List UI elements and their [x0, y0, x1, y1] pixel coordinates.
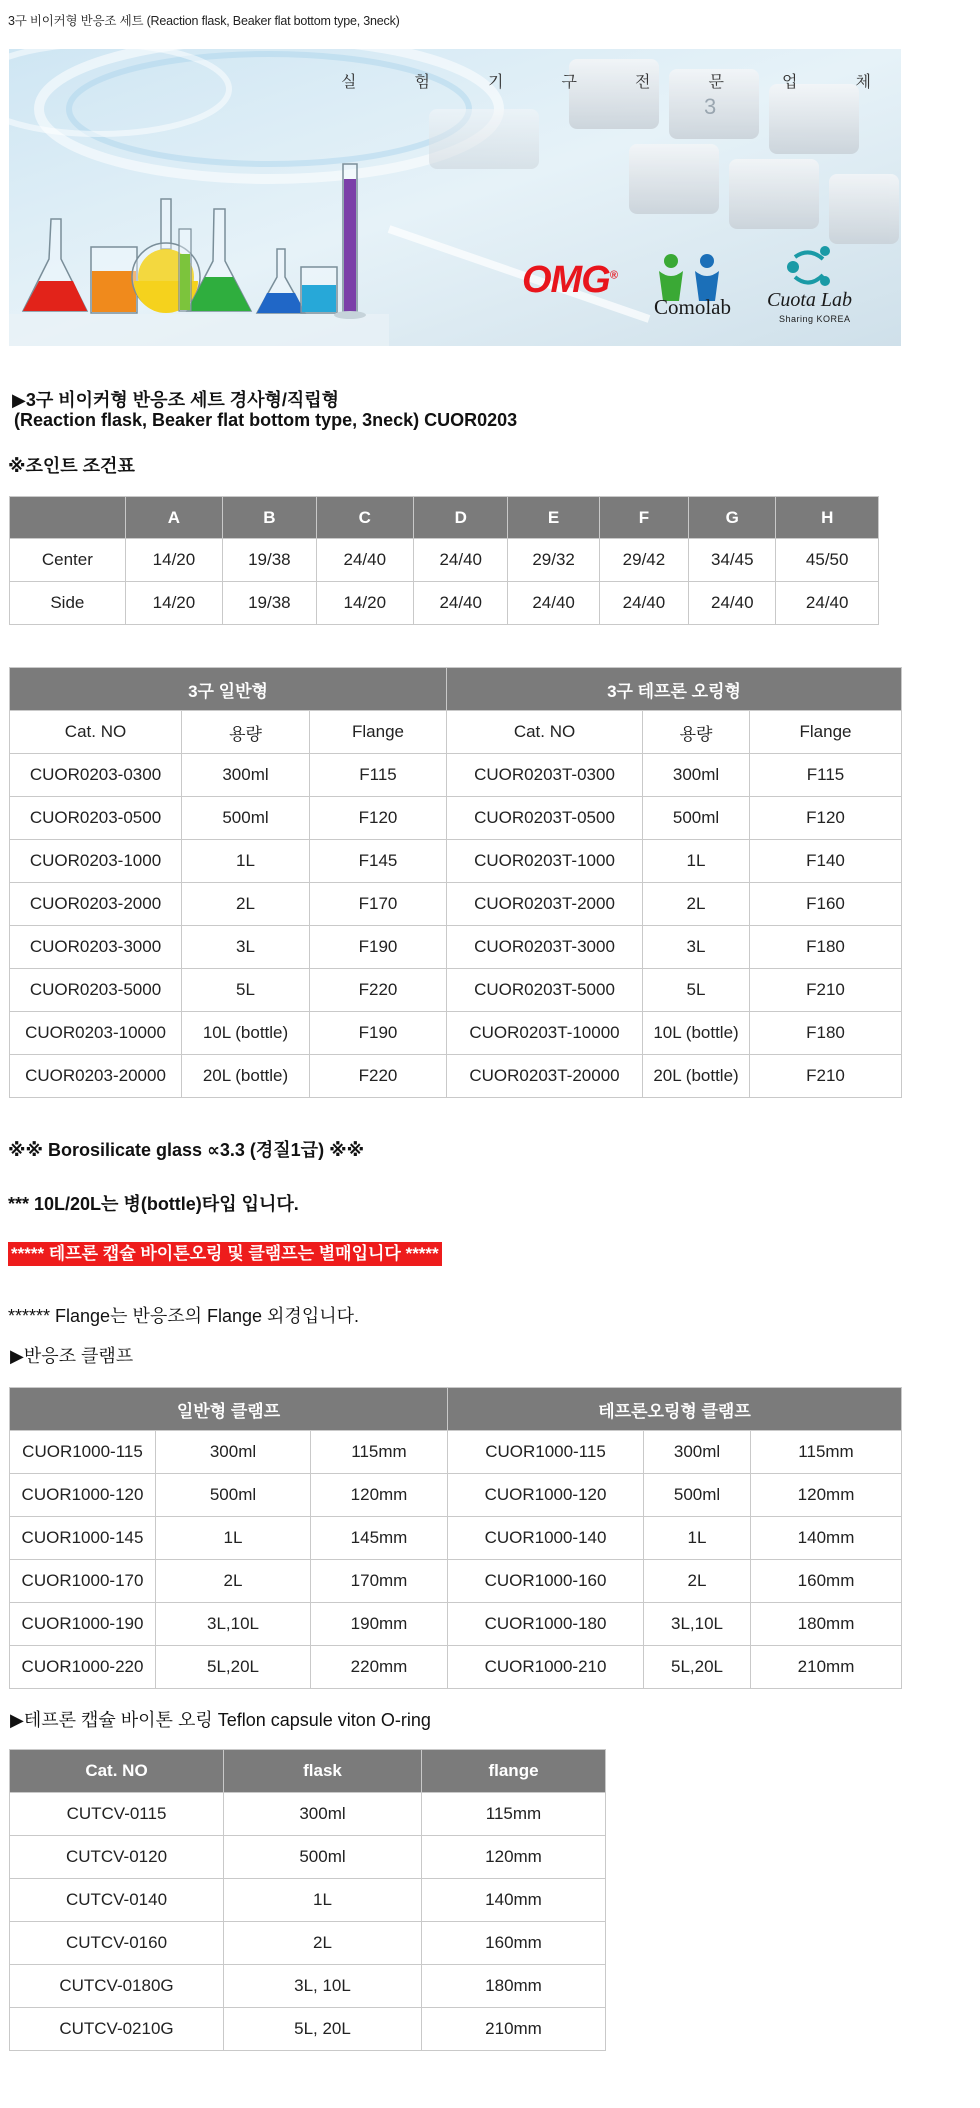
table-cell: 2L [156, 1560, 311, 1603]
table-cell: F120 [750, 797, 902, 840]
table-cell: 120mm [751, 1474, 902, 1517]
tagline-char: 업 [782, 74, 798, 91]
product-row [10, 883, 902, 926]
table-cell: 24/40 [508, 582, 599, 625]
table-cell: 2L [224, 1922, 422, 1965]
table-cell: CUOR1000-190 [10, 1603, 156, 1646]
table-cell: F145 [310, 840, 447, 883]
joint-row [10, 582, 879, 625]
table-cell: F180 [750, 926, 902, 969]
table-cell: 120mm [311, 1474, 448, 1517]
comolab-logo-text: Comolab [654, 295, 731, 319]
table-cell: 1L [156, 1517, 311, 1560]
tagline-char: 기 [488, 74, 504, 91]
tagline-char: 실 [341, 74, 357, 91]
banner-image [9, 49, 901, 346]
clamp-row [10, 1603, 902, 1646]
table-cell: 300ml [224, 1793, 422, 1836]
borosilicate-note: ※※ Borosilicate glass ∝3.3 (경질1급) ※※ [8, 1140, 365, 1160]
table-cell: 24/40 [414, 582, 508, 625]
product-col-header: Flange [750, 711, 902, 754]
product-row [10, 926, 902, 969]
table-cell: CUOR0203-0500 [10, 797, 182, 840]
table-cell: 3L,10L [156, 1603, 311, 1646]
clamp-row [10, 1560, 902, 1603]
table-cell: 3L, 10L [224, 1965, 422, 2008]
table-cell: 45/50 [776, 539, 879, 582]
table-cell: 145mm [311, 1517, 448, 1560]
table-cell: 500ml [182, 797, 310, 840]
clamp-row [10, 1646, 902, 1689]
oring-section-title: ▶테프론 캡슐 바이톤 오링 Teflon capsule viton O-ring [10, 1710, 431, 1730]
table-cell: 170mm [311, 1560, 448, 1603]
table-cell: CUOR1000-140 [448, 1517, 644, 1560]
product-heading-line2: (Reaction flask, Beaker flat bottom type, 3neck) CUOR0203 [14, 410, 518, 430]
table-cell: 500ml [224, 1836, 422, 1879]
oring-row [10, 1793, 606, 1836]
table-cell: 5L,20L [156, 1646, 311, 1689]
product-col-header: Flange [310, 711, 447, 754]
table-cell: 1L [182, 840, 310, 883]
table-cell: 300ml [156, 1431, 311, 1474]
product-col-header: 용량 [643, 711, 750, 754]
table-cell: 300ml [182, 754, 310, 797]
clamp-group-standard: 일반형 클램프 [10, 1388, 448, 1431]
table-cell: CUTCV-0210G [10, 2008, 224, 2051]
table-cell: 2L [182, 883, 310, 926]
joint-header: G [689, 497, 776, 539]
separate-sale-notice: ***** 테프론 캡슐 바이톤오링 및 클램프는 별매입니다 ***** [8, 1242, 442, 1266]
table-cell: 10L (bottle) [182, 1012, 310, 1055]
table-cell: 5L,20L [644, 1646, 751, 1689]
tagline-char: 체 [855, 74, 871, 91]
table-cell: CUOR0203-20000 [10, 1055, 182, 1098]
table-cell: 5L [643, 969, 750, 1012]
table-cell: 210mm [751, 1646, 902, 1689]
table-cell: F140 [750, 840, 902, 883]
table-cell: CUOR0203-2000 [10, 883, 182, 926]
table-cell: CUOR0203T-3000 [447, 926, 643, 969]
table-cell: 500ml [156, 1474, 311, 1517]
product-row [10, 1055, 902, 1098]
table-cell: CUOR1000-115 [10, 1431, 156, 1474]
product-heading-line1: ▶3구 비이커형 반응조 세트 경사형/직립형 [12, 390, 340, 410]
table-cell: 120mm [422, 1836, 606, 1879]
oring-row [10, 1879, 606, 1922]
table-cell: CUOR1000-180 [448, 1603, 644, 1646]
beaker-cyan-icon [301, 267, 337, 313]
product-row [10, 969, 902, 1012]
flange-note: ****** Flange는 반응조의 Flange 외경입니다. [8, 1306, 359, 1326]
table-cell: 115mm [311, 1431, 448, 1474]
table-cell: 160mm [422, 1922, 606, 1965]
table-cell: CUOR1000-115 [448, 1431, 644, 1474]
table-cell: 19/38 [223, 582, 316, 625]
table-cell: CUOR0203T-20000 [447, 1055, 643, 1098]
svg-text:3: 3 [704, 94, 717, 119]
table-cell: CUOR0203T-0300 [447, 754, 643, 797]
table-cell: CUOR1000-120 [448, 1474, 644, 1517]
oring-row [10, 2008, 606, 2051]
table-cell: F160 [750, 883, 902, 926]
table-cell: 14/20 [125, 539, 222, 582]
table-cell: 1L [224, 1879, 422, 1922]
table-cell: 3L [182, 926, 310, 969]
product-col-header: Cat. NO [447, 711, 643, 754]
table-cell: CUTCV-0115 [10, 1793, 224, 1836]
table-cell: CUOR0203-10000 [10, 1012, 182, 1055]
table-cell: F220 [310, 969, 447, 1012]
table-cell: 2L [644, 1560, 751, 1603]
banner-tagline [341, 69, 901, 92]
tagline-char: 구 [561, 74, 577, 91]
joint-header: D [414, 497, 508, 539]
table-cell: F170 [310, 883, 447, 926]
table-cell: CUOR1000-220 [10, 1646, 156, 1689]
tagline-char: 전 [635, 74, 651, 91]
table-cell: 24/40 [776, 582, 879, 625]
clamp-row [10, 1474, 902, 1517]
product-row [10, 1012, 902, 1055]
table-cell: CUOR0203-0300 [10, 754, 182, 797]
table-cell: 10L (bottle) [643, 1012, 750, 1055]
table-cell: 115mm [751, 1431, 902, 1474]
table-cell: 24/40 [599, 582, 688, 625]
table-cell: 160mm [751, 1560, 902, 1603]
table-cell: CUOR0203-5000 [10, 969, 182, 1012]
table-cell: 210mm [422, 2008, 606, 2051]
table-cell: CUOR0203T-0500 [447, 797, 643, 840]
oring-row [10, 1965, 606, 2008]
clamp-table [9, 1387, 902, 1689]
table-cell: 140mm [422, 1879, 606, 1922]
page-title: 3구 비이커형 반응조 세트 (Reaction flask, Beaker flat bottom type, 3neck) [8, 14, 400, 28]
table-cell: F210 [750, 969, 902, 1012]
joint-table-title: ※조인트 조건표 [8, 456, 135, 476]
clamp-row [10, 1431, 902, 1474]
table-cell: 24/40 [689, 582, 776, 625]
table-cell: F190 [310, 926, 447, 969]
table-cell: 180mm [751, 1603, 902, 1646]
beaker-orange-icon [91, 247, 137, 313]
table-cell: 300ml [644, 1431, 751, 1474]
joint-header-corner [10, 497, 126, 539]
clamp-row [10, 1517, 902, 1560]
table-cell: 14/20 [316, 582, 413, 625]
clamp-group-teflon: 테프론오링형 클램프 [448, 1388, 902, 1431]
table-cell: 20L (bottle) [182, 1055, 310, 1098]
table-cell: CUOR0203-3000 [10, 926, 182, 969]
table-cell: CUOR1000-145 [10, 1517, 156, 1560]
joint-header: E [508, 497, 599, 539]
clamp-section-title: ▶반응조 클램프 [10, 1346, 134, 1366]
cuotalab-logo-text: Cuota Lab [767, 289, 853, 311]
table-cell: F210 [750, 1055, 902, 1098]
oring-header: flask [224, 1750, 422, 1793]
product-table [9, 667, 902, 1098]
table-cell: 3L [643, 926, 750, 969]
product-col-header: Cat. NO [10, 711, 182, 754]
table-cell: CUOR1000-120 [10, 1474, 156, 1517]
product-group-standard: 3구 일반형 [10, 668, 447, 711]
tagline-char: 문 [708, 74, 724, 91]
table-cell: CUOR0203T-2000 [447, 883, 643, 926]
omg-logo: OMG® [522, 259, 617, 301]
product-row [10, 840, 902, 883]
table-cell: F220 [310, 1055, 447, 1098]
table-cell: CUOR0203T-5000 [447, 969, 643, 1012]
table-cell: 5L [182, 969, 310, 1012]
table-cell: F115 [310, 754, 447, 797]
table-cell: 34/45 [689, 539, 776, 582]
table-cell: 24/40 [414, 539, 508, 582]
table-cell: CUOR1000-170 [10, 1560, 156, 1603]
tagline-char: 험 [414, 74, 430, 91]
table-cell: 190mm [311, 1603, 448, 1646]
bottle-note: *** 10L/20L는 병(bottle)타입 입니다. [8, 1194, 299, 1214]
cuotalab-logo-subtext: Sharing KOREA [779, 314, 851, 324]
table-cell: CUOR0203-1000 [10, 840, 182, 883]
joint-header: B [223, 497, 316, 539]
table-cell: CUTCV-0180G [10, 1965, 224, 2008]
joint-row [10, 539, 879, 582]
table-cell: CUOR1000-210 [448, 1646, 644, 1689]
table-cell: F120 [310, 797, 447, 840]
table-cell: CUOR0203T-10000 [447, 1012, 643, 1055]
table-cell: 5L, 20L [224, 2008, 422, 2051]
table-cell: CUOR1000-160 [448, 1560, 644, 1603]
joint-table [9, 496, 879, 625]
product-col-header: 용량 [182, 711, 310, 754]
table-cell: 19/38 [223, 539, 316, 582]
table-cell: 1L [644, 1517, 751, 1560]
table-cell: 14/20 [125, 582, 222, 625]
table-cell: Center [10, 539, 126, 582]
joint-header: H [776, 497, 879, 539]
table-cell: F180 [750, 1012, 902, 1055]
table-cell: CUTCV-0120 [10, 1836, 224, 1879]
table-cell: 300ml [643, 754, 750, 797]
product-group-teflon: 3구 테프론 오링형 [447, 668, 902, 711]
oring-header: Cat. NO [10, 1750, 224, 1793]
table-cell: 3L,10L [644, 1603, 751, 1646]
joint-header: A [125, 497, 222, 539]
product-row [10, 797, 902, 840]
table-cell: 140mm [751, 1517, 902, 1560]
oring-table [9, 1749, 606, 2051]
table-cell: 500ml [643, 797, 750, 840]
table-cell: CUTCV-0140 [10, 1879, 224, 1922]
table-cell: F115 [750, 754, 902, 797]
table-cell: 180mm [422, 1965, 606, 2008]
table-cell: 24/40 [316, 539, 413, 582]
table-cell: CUTCV-0160 [10, 1922, 224, 1965]
table-cell: 1L [643, 840, 750, 883]
table-cell: 29/42 [599, 539, 688, 582]
product-row [10, 754, 902, 797]
table-cell: 20L (bottle) [643, 1055, 750, 1098]
oring-row [10, 1836, 606, 1879]
table-cell: 115mm [422, 1793, 606, 1836]
table-cell: CUOR0203T-1000 [447, 840, 643, 883]
table-cell: 220mm [311, 1646, 448, 1689]
table-cell: 29/32 [508, 539, 599, 582]
table-cell: Side [10, 582, 126, 625]
oring-header: flange [422, 1750, 606, 1793]
oring-row [10, 1922, 606, 1965]
table-cell: 500ml [644, 1474, 751, 1517]
joint-header: C [316, 497, 413, 539]
table-cell: 2L [643, 883, 750, 926]
joint-header: F [599, 497, 688, 539]
table-cell: F190 [310, 1012, 447, 1055]
